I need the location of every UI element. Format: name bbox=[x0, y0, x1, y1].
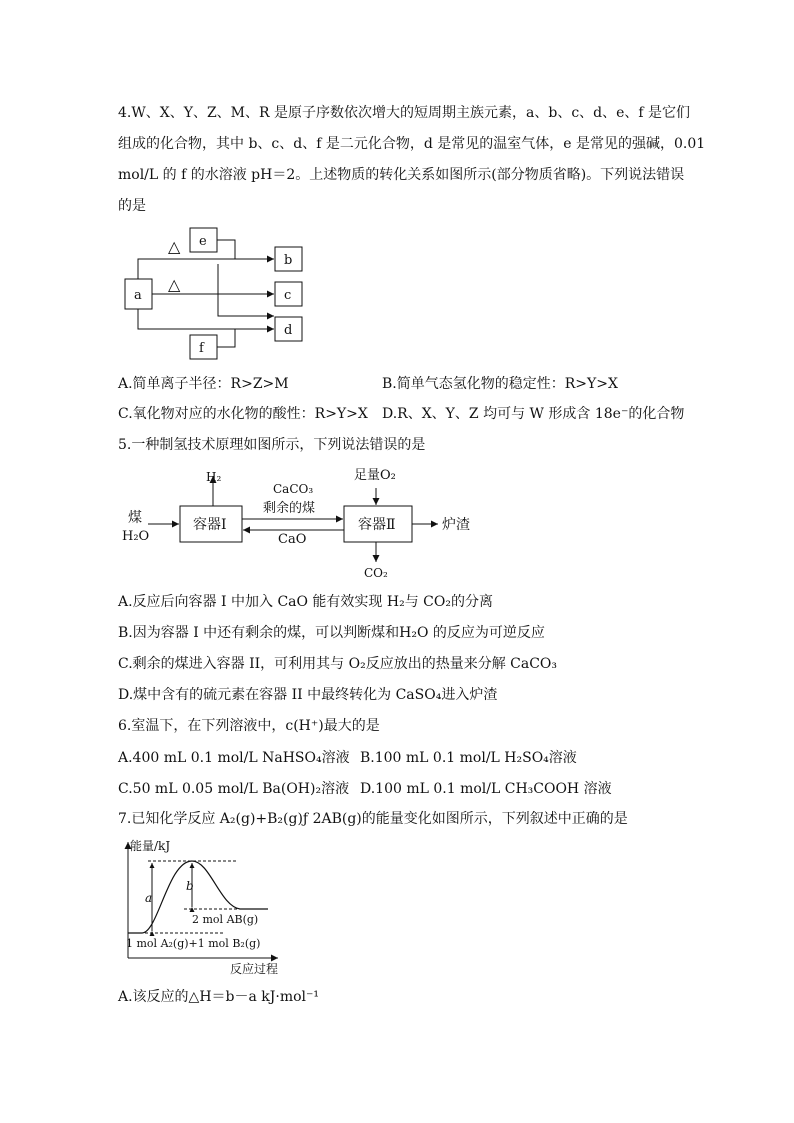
q6-option-c: C.50 mL 0.05 mol/L Ba(OH)₂溶液 bbox=[118, 781, 350, 797]
label-b: b bbox=[284, 253, 293, 268]
q4-line-4: 的是 bbox=[118, 198, 146, 214]
q5-hydrogen-diagram bbox=[118, 462, 488, 584]
reactant-label: 1 mol A₂(g)+1 mol B₂(g) bbox=[126, 937, 261, 950]
q5-option-d: D.煤中含有的硫元素在容器 II 中最终转化为 CaSO₄进入炉渣 bbox=[118, 687, 498, 703]
q4-line-3: mol/L 的 f 的水溶液 pH＝2。上述物质的转化关系如图所示(部分物质省略)。下列说法错误 bbox=[118, 167, 685, 183]
input-coal: 煤 bbox=[128, 510, 142, 526]
q6-option-b: B.100 mL 0.1 mol/L H₂SO₄溶液 bbox=[360, 750, 577, 766]
q6-option-d: D.100 mL 0.1 mol/L CH₃COOH 溶液 bbox=[360, 781, 612, 797]
label-d: d bbox=[284, 323, 293, 338]
q5-stem: 5.一种制氢技术原理如图所示，下列说法错误的是 bbox=[118, 437, 426, 453]
q5-option-c: C.剩余的煤进入容器 II，可利用其与 O₂反应放出的热量来分解 CaCO₃ bbox=[118, 656, 558, 672]
container-1-label: 容器Ⅰ bbox=[193, 517, 227, 533]
q6-stem: 6.室温下，在下列溶液中，c(H⁺)最大的是 bbox=[118, 718, 380, 734]
q4-line-2: 组成的化合物，其中 b、c、d、f 是二元化合物，d 是常见的温室气体，e 是常见的强碱，0.01 bbox=[118, 136, 706, 152]
return-cao: CaO bbox=[278, 532, 307, 547]
heat-symbol-1: △ bbox=[168, 237, 181, 256]
q5-option-a: A.反应后向容器 I 中加入 CaO 能有效实现 H₂与 CO₂的分离 bbox=[118, 594, 493, 610]
input-o2: 足量O₂ bbox=[354, 468, 396, 483]
input-water: H₂O bbox=[122, 529, 150, 544]
q5-option-b: B.因为容器 I 中还有剩余的煤，可以判断煤和H₂O 的反应为可逆反应 bbox=[118, 625, 545, 641]
transfer-caco3: CaCO₃ bbox=[273, 482, 314, 496]
output-h2: H₂ bbox=[206, 470, 222, 484]
y-axis-label: 能量/kJ bbox=[130, 839, 171, 853]
x-axis-label: 反应过程 bbox=[230, 962, 279, 976]
label-e: e bbox=[199, 234, 207, 249]
q7-option-a: A.该反应的△H＝b－a kJ·mol⁻¹ bbox=[118, 989, 320, 1005]
container-2-label: 容器Ⅱ bbox=[358, 517, 396, 533]
heat-symbol-2: △ bbox=[168, 275, 181, 294]
label-a: a bbox=[145, 891, 153, 905]
q7-energy-diagram bbox=[118, 836, 298, 981]
label-a: a bbox=[134, 288, 142, 303]
label-c: c bbox=[284, 288, 292, 303]
q4-option-b: B.简单气态氢化物的稳定性：R>Y>X bbox=[382, 376, 618, 392]
q6-option-a: A.400 mL 0.1 mol/L NaHSO₄溶液 bbox=[118, 750, 350, 766]
q4-option-c: C.氧化物对应的水化物的酸性：R>Y>X bbox=[118, 406, 368, 422]
output-co2: CO₂ bbox=[364, 566, 388, 580]
output-slag: 炉渣 bbox=[442, 517, 470, 533]
transfer-coal: 剩余的煤 bbox=[263, 501, 316, 516]
q4-line-1: 4.W、X、Y、Z、M、R 是原子序数依次增大的短周期主族元素，a、b、c、d、e、f 是它们 bbox=[118, 105, 691, 121]
label-f: f bbox=[199, 341, 204, 356]
q4-option-a: A.简单离子半径：R>Z>M bbox=[118, 376, 289, 392]
q4-conversion-diagram bbox=[110, 222, 330, 362]
q4-option-d: D.R、X、Y、Z 均可与 W 形成含 18e⁻的化合物 bbox=[382, 406, 685, 422]
product-label: 2 mol AB(g) bbox=[192, 913, 259, 926]
q7-stem: 7.已知化学反应 A₂(g)+B₂(g)ƒ 2AB(g)的能量变化如图所示，下列叙述中正确的是 bbox=[118, 811, 628, 827]
label-b: b bbox=[186, 879, 194, 893]
